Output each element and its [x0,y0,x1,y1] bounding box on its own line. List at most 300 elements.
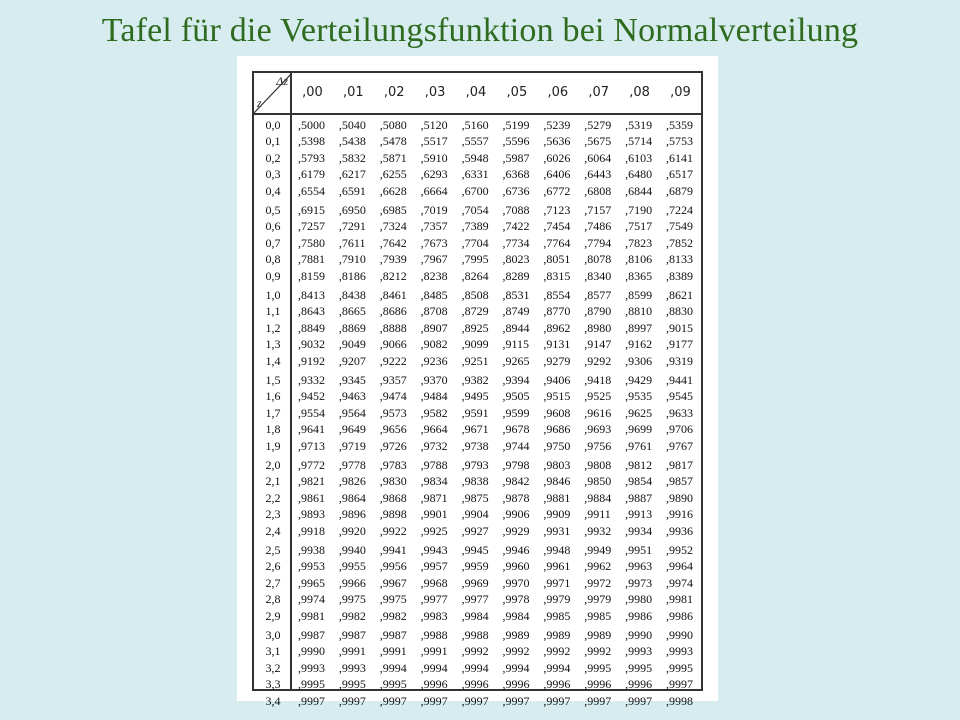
table-cell: ,8186 [338,268,366,283]
table-cell: ,8315 [543,268,571,283]
table-cell: ,8051 [543,252,571,267]
z-value: 1,8 [265,422,281,437]
table-cell: ,9997 [502,693,530,708]
table-cell: ,9783 [379,458,407,472]
table-cell: ,9965 [298,575,325,590]
z-value: 2,8 [265,592,281,607]
table-cell: ,6736 [502,183,530,198]
table-cell: ,9887 [625,490,653,505]
table-scan [237,56,718,708]
table-cell: ,5239 [543,118,571,132]
table-cell: ,9452 [298,389,325,404]
table-cell: ,8907 [420,320,448,335]
table-cell: ,9868 [379,490,407,505]
table-cell: ,9990 [625,628,653,642]
table-cell: ,7881 [298,252,325,267]
z-value: 1,7 [265,405,281,420]
table-row [254,558,701,574]
table-cell: ,7967 [420,252,448,267]
table-cell: ,9943 [420,543,448,557]
table-cell: ,9994 [461,660,489,675]
table-cell: ,9357 [379,373,407,387]
table-row [254,287,701,303]
delta-z-label: Δz [276,74,288,88]
z-value: 1,5 [265,373,281,387]
table-cell: ,9922 [379,523,407,538]
table-cell: ,9901 [420,507,448,522]
table-cell: ,9962 [584,559,612,574]
table-cell: ,9997 [379,693,407,708]
table-cell: ,8830 [666,304,694,319]
table-cell: ,6772 [543,183,571,198]
table-cell: ,9713 [298,438,325,453]
z-value: 1,1 [265,304,281,319]
table-cell: ,9989 [584,628,612,642]
table-cell: ,9995 [379,677,407,692]
table-cell: ,9821 [298,474,325,489]
table-cell: ,9977 [461,592,489,607]
table-cell: ,9952 [666,543,694,557]
table-cell: ,9793 [461,458,489,472]
table-cell: ,8621 [666,288,694,302]
table-cell: ,9995 [584,660,612,675]
table-cell: ,9838 [461,474,489,489]
table-cell: ,5714 [625,134,653,149]
table-cell: ,7088 [502,203,530,217]
table-cell: ,7157 [584,203,612,217]
table-cell: ,8849 [298,320,325,335]
table-cell: ,9817 [666,458,694,472]
table-cell: ,9463 [338,389,366,404]
table-row [254,643,701,659]
column-headers [292,73,701,113]
table-cell: ,9975 [338,592,366,607]
column-header: ,00 [302,85,323,100]
table-cell: ,8790 [584,304,612,319]
table-cell: ,7734 [502,235,530,250]
table-cell: ,9966 [338,575,366,590]
table-cell: ,6554 [298,183,325,198]
table-cell: ,9970 [502,575,530,590]
z-value: 1,3 [265,337,281,352]
table-cell: ,9898 [379,507,407,522]
table-cell: ,9207 [338,353,366,368]
table-cell: ,8485 [420,288,448,302]
page-title: Tafel für die Verteilungsfunktion bei Normalverteilung [101,12,859,49]
table-cell: ,5199 [502,118,530,132]
table-cell: ,9925 [420,523,448,538]
table-cell: ,9946 [502,543,530,557]
table-cell: ,8925 [461,320,489,335]
table-cell: ,8810 [625,304,653,319]
table-cell: ,9959 [461,559,489,574]
table-cell: ,9997 [420,693,448,708]
table-cell: ,8888 [379,320,407,335]
table-cell: ,8159 [298,268,325,283]
table-cell: ,7611 [338,235,366,250]
table-cell: ,6844 [625,183,653,198]
table-cell: ,9826 [338,474,366,489]
table-cell: ,7190 [625,203,653,217]
table-cell: ,9332 [298,373,325,387]
table-cell: ,9991 [379,644,407,659]
table-cell: ,9988 [461,628,489,642]
table-cell: ,8665 [338,304,366,319]
z-value: 2,1 [265,474,281,489]
table-row [254,202,701,218]
table-cell: ,9535 [625,389,653,404]
table-cell: ,9995 [298,677,325,692]
table-cell: ,9994 [420,660,448,675]
table-cell: ,9857 [666,474,694,489]
table-cell: ,9986 [625,608,653,623]
table-row [254,336,701,352]
z-value: 3,3 [265,677,281,692]
table-cell: ,5596 [502,134,530,149]
table-cell: ,5398 [298,134,325,149]
table-cell: ,9878 [502,490,530,505]
table-cell: ,8599 [625,288,653,302]
table-cell: ,8508 [461,288,489,302]
table-cell: ,6255 [379,167,407,182]
table-cell: ,9505 [502,389,530,404]
table-row [254,676,701,692]
table-cell: ,7454 [543,219,571,234]
table-cell: ,7517 [625,219,653,234]
table-cell: ,9345 [338,373,366,387]
table-cell: ,9961 [543,559,571,574]
table-cell: ,9306 [625,353,653,368]
table-cell: ,5080 [379,118,407,132]
table-cell: ,6985 [379,203,407,217]
table-cell: ,7852 [666,235,694,250]
z-value: 0,1 [265,134,281,149]
table-cell: ,9573 [379,405,407,420]
table-cell: ,5675 [584,134,612,149]
table-header [254,73,701,115]
table-cell: ,6293 [420,167,448,182]
table-cell: ,9803 [543,458,571,472]
table-cell: ,9884 [584,490,612,505]
table-cell: ,9997 [666,677,694,692]
z-value: 2,0 [265,458,281,472]
table-cell: ,6628 [379,183,407,198]
table-cell: ,9996 [584,677,612,692]
table-cell: ,9992 [461,644,489,659]
z-value: 0,8 [265,252,281,267]
table-cell: ,8643 [298,304,325,319]
table-cell: ,9177 [666,337,694,352]
table-cell: ,8554 [543,288,571,302]
table-cell: ,9850 [584,474,612,489]
table-cell: ,7823 [625,235,653,250]
table-cell: ,9971 [543,575,571,590]
table-cell: ,7642 [379,235,407,250]
table-cell: ,9931 [543,523,571,538]
table-cell: ,7939 [379,252,407,267]
z-value: 0,5 [265,203,281,217]
z-value: 0,3 [265,167,281,182]
table-row [254,608,701,624]
table-row [254,490,701,506]
table-cell: ,8078 [584,252,612,267]
table-cell: ,6950 [338,203,366,217]
table-cell: ,8869 [338,320,366,335]
z-value: 1,6 [265,389,281,404]
table-cell: ,9990 [298,644,325,659]
z-value: 0,0 [265,118,281,132]
table-cell: ,9495 [461,389,489,404]
table-cell: ,9987 [298,628,325,642]
table-cell: ,9975 [379,592,407,607]
table-cell: ,9983 [420,608,448,623]
table-cell: ,9979 [584,592,612,607]
table-cell: ,9162 [625,337,653,352]
table-cell: ,9265 [502,353,530,368]
table-cell: ,6591 [338,183,366,198]
table-row [254,438,701,454]
table-cell: ,6443 [584,167,612,182]
table-cell: ,7580 [298,235,325,250]
table-cell: ,9936 [666,523,694,538]
table-cell: ,9370 [420,373,448,387]
table-cell: ,9099 [461,337,489,352]
table-cell: ,9987 [338,628,366,642]
table-row [254,542,701,558]
table-cell: ,9997 [543,693,571,708]
table-cell: ,9656 [379,422,407,437]
table-cell: ,9964 [666,559,694,574]
column-header: ,05 [506,85,528,100]
table-row [254,627,701,643]
table-cell: ,8531 [502,288,530,302]
table-cell: ,9591 [461,405,489,420]
table-cell: ,9984 [461,608,489,623]
table-cell: ,7224 [666,203,694,217]
table-cell: ,9992 [502,644,530,659]
table-cell: ,9279 [543,353,571,368]
table-cell: ,9429 [625,373,653,387]
table-cell: ,9732 [420,438,448,453]
table-cell: ,8438 [338,288,366,302]
z-value: 2,2 [265,490,281,505]
table-cell: ,9808 [584,458,612,472]
table-cell: ,9968 [420,575,448,590]
table-cell: ,9993 [666,644,694,659]
table-cell: ,9996 [461,677,489,692]
table-cell: ,9990 [666,628,694,642]
table-cell: ,9986 [666,608,694,623]
table-cell: ,7422 [502,219,530,234]
table-cell: ,9812 [625,458,653,472]
table-cell: ,9418 [584,373,612,387]
table-cell: ,9916 [666,507,694,522]
table-cell: ,9767 [666,438,694,453]
table-cell: ,9641 [298,422,325,437]
table-cell: ,5160 [461,118,489,132]
z-value: 3,2 [265,660,281,675]
table-cell: ,9997 [338,693,366,708]
table-cell: ,6406 [543,167,571,182]
z-value: 3,0 [265,628,281,642]
table-cell: ,9909 [543,507,571,522]
table-cell: ,9686 [543,422,571,437]
table-row [254,320,701,336]
table-cell: ,9993 [625,644,653,659]
table-cell: ,9995 [666,660,694,675]
z-value: 0,4 [265,183,281,198]
table-cell: ,9798 [502,458,530,472]
table-cell: ,9972 [584,575,612,590]
table-cell: ,9854 [625,474,653,489]
table-cell: ,9890 [666,490,694,505]
table-row [254,268,701,284]
table-cell: ,9997 [584,693,612,708]
table-row [254,388,701,404]
table-cell: ,8289 [502,268,530,283]
table-cell: ,8340 [584,268,612,283]
table-row [254,133,701,149]
table-cell: ,9989 [502,628,530,642]
corner-cell [254,73,292,113]
table-cell: ,8264 [461,268,489,283]
table-cell: ,5793 [298,150,325,165]
table-cell: ,9938 [298,543,325,557]
table-cell: ,9319 [666,353,694,368]
table-cell: ,6026 [543,150,571,165]
table-cell: ,9985 [543,608,571,623]
table-cell: ,9993 [338,660,366,675]
table-row [254,591,701,607]
table-cell: ,9951 [625,543,653,557]
table-cell: ,9994 [379,660,407,675]
table-cell: ,9911 [584,507,611,522]
z-value: 2,3 [265,507,281,522]
table-cell: ,7257 [298,219,325,234]
table-cell: ,9989 [543,628,571,642]
table-cell: ,9987 [379,628,407,642]
table-cell: ,7357 [420,219,448,234]
z-value: 2,7 [265,575,281,590]
table-cell: ,9896 [338,507,366,522]
table-cell: ,9082 [420,337,448,352]
z-value: 1,4 [265,353,281,368]
table-cell: ,9918 [298,523,325,538]
table-cell: ,9991 [420,644,448,659]
table-cell: ,6664 [420,183,448,198]
table-cell: ,9934 [625,523,653,538]
z-label: z [257,96,262,110]
table-cell: ,9996 [420,677,448,692]
z-value: 3,4 [265,693,281,708]
table-cell: ,9778 [338,458,366,472]
table-cell: ,9649 [338,422,366,437]
table-cell: ,9981 [666,592,694,607]
table-cell: ,9979 [543,592,571,607]
table-cell: ,8023 [502,252,530,267]
table-cell: ,9625 [625,405,653,420]
table-cell: ,9940 [338,543,366,557]
table-cell: ,9671 [461,422,489,437]
table-cell: ,7794 [584,235,612,250]
z-value: 2,9 [265,608,281,623]
table-cell: ,9953 [298,559,325,574]
table-cell: ,9974 [298,592,325,607]
table-cell: ,8729 [461,304,489,319]
column-header: ,06 [547,85,569,100]
table-cell: ,9788 [420,458,448,472]
table-cell: ,9441 [666,373,694,387]
table-cell: ,9484 [420,389,448,404]
table-cell: ,7123 [543,203,571,217]
table-row [254,235,701,251]
table-cell: ,5120 [420,118,448,132]
table-cell: ,9996 [543,677,571,692]
column-header: ,03 [424,85,446,100]
table-row [254,372,701,388]
table-cell: ,9929 [502,523,530,538]
z-value: 0,7 [265,235,281,250]
table-cell: ,9699 [625,422,653,437]
column-header: ,02 [383,85,405,100]
z-value: 3,1 [265,644,281,659]
table-cell: ,9772 [298,458,325,472]
table-cell: ,9982 [379,608,407,623]
table-cell: ,9982 [338,608,366,623]
table-cell: ,5359 [666,118,694,132]
table-row [254,218,701,234]
table-cell: ,5438 [338,134,366,149]
table-cell: ,9846 [543,474,571,489]
table-cell: ,7019 [420,203,448,217]
table-cell: ,7054 [461,203,489,217]
table-row [254,575,701,591]
table-cell: ,9049 [338,337,366,352]
table-cell: ,8962 [543,320,571,335]
table-cell: ,9997 [298,693,325,708]
z-value: 2,4 [265,523,281,538]
table-cell: ,9554 [298,405,325,420]
table-cell: ,9582 [420,405,448,420]
table-cell: ,9616 [584,405,612,420]
table-cell: ,9978 [502,592,530,607]
table-row [254,473,701,489]
table-cell: ,9932 [584,523,612,538]
table-cell: ,9382 [461,373,489,387]
table-cell: ,9664 [420,422,448,437]
table-cell: ,7324 [379,219,407,234]
table-cell: ,8686 [379,304,407,319]
table-cell: ,9941 [379,543,407,557]
column-header: ,08 [629,85,650,100]
table-cell: ,9973 [625,575,653,590]
column-header: ,09 [670,85,691,100]
table-row [254,251,701,267]
table-cell: ,9830 [379,474,407,489]
table-cell: ,6480 [625,167,653,182]
table-row [254,523,701,539]
z-value: 1,2 [265,320,281,335]
table-cell: ,6141 [666,150,694,165]
table-cell: ,9955 [338,559,366,574]
table-cell: ,9993 [298,660,325,675]
z-value: 0,6 [265,219,281,234]
table-cell: ,9997 [625,693,653,708]
table-cell: ,9032 [298,337,325,352]
column-header: ,07 [588,85,610,100]
table-cell: ,7673 [420,235,448,250]
table-cell: ,6517 [666,167,694,182]
